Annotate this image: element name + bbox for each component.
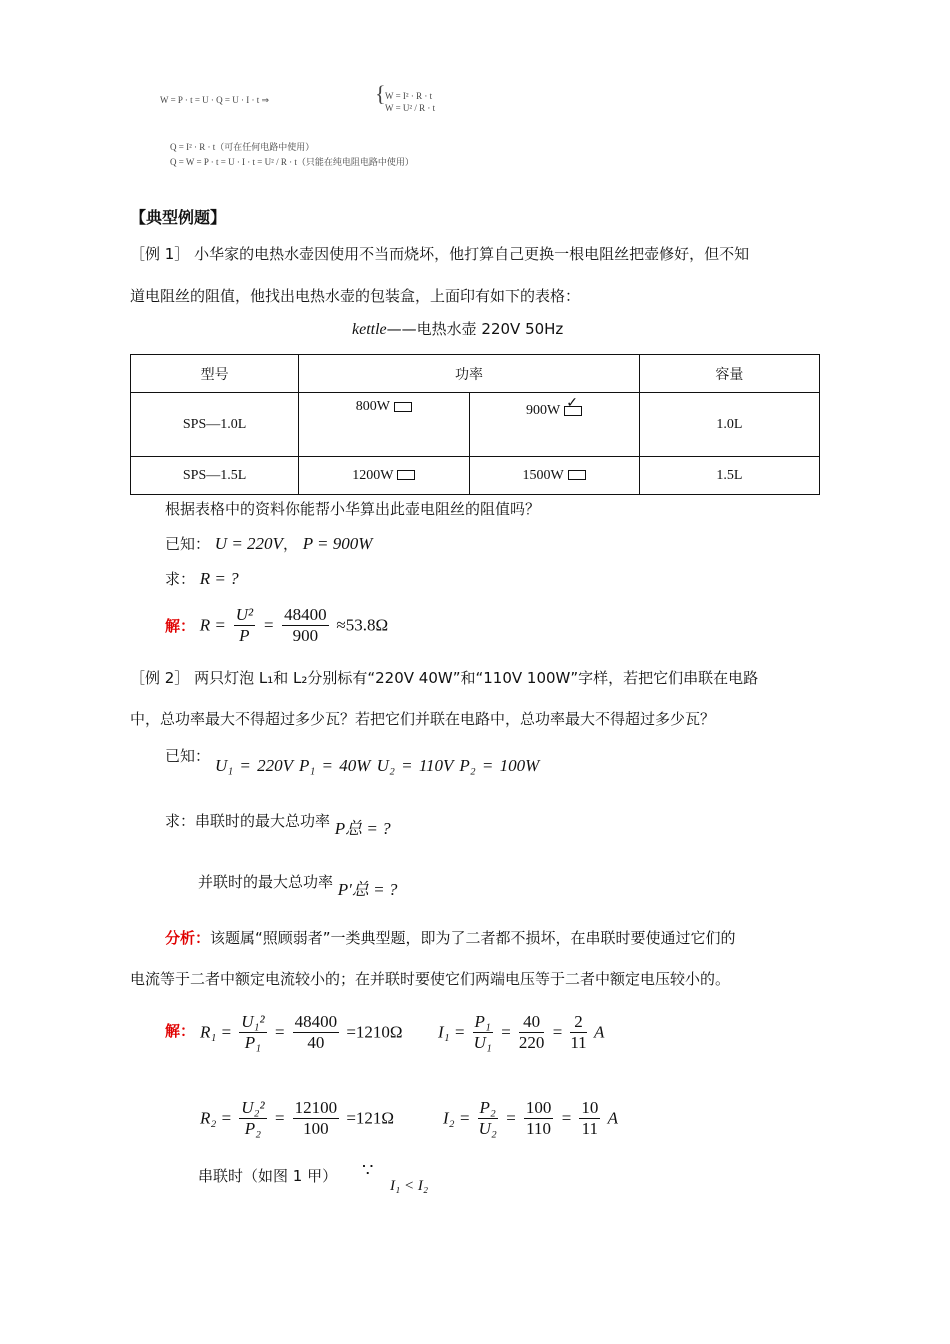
r1-d1: P₁	[244, 1033, 262, 1052]
sol-num2: 48400	[284, 605, 327, 624]
r1-d2: 40	[307, 1033, 325, 1052]
formula-brace-a: W = I² · R · t	[385, 91, 433, 101]
formula-brace-b: W = U² / R · t	[385, 103, 436, 113]
i2-frac2	[524, 1098, 554, 1139]
known-u: U = 220V	[214, 534, 283, 553]
i2-d1: U₂	[478, 1119, 497, 1138]
row1-power2	[469, 393, 639, 457]
i1-n1: P₁	[474, 1012, 491, 1031]
caption-kettle: kettle	[352, 321, 387, 338]
r2-frac2	[293, 1098, 340, 1139]
checkbox[interactable]	[397, 470, 415, 480]
r2-n1: U₂²	[241, 1098, 265, 1117]
known-sep: ，	[282, 535, 298, 553]
row1-p1-value: 800W	[355, 399, 390, 414]
solution-label: 解：	[165, 617, 196, 635]
find-r: R = ?	[199, 569, 239, 588]
analysis-text1: 该题属“照顾弱者”一类典型题，即为了二者都不损坏，在串联时要使通过它们的	[210, 929, 736, 947]
checkbox[interactable]	[568, 470, 586, 480]
table-row	[131, 393, 820, 457]
formula-energy: W = P · t = U · Q = U · I · t ⇒	[160, 95, 270, 105]
example1-find	[165, 568, 239, 589]
sol-den1: P	[239, 626, 250, 645]
row2-power2	[469, 457, 639, 495]
i2-d3: 11	[581, 1119, 598, 1138]
i1-frac2	[519, 1012, 545, 1053]
example1-solution	[165, 605, 388, 646]
i2-n2: 100	[525, 1098, 552, 1117]
row1-power1	[299, 393, 469, 457]
checkbox[interactable]	[394, 402, 412, 412]
eq-r2: R₂ = $\frac{\text{U₂²}}{\text{P₂}}$ = $\frac{12100}{100}$ =121Ω	[200, 1098, 395, 1138]
i2-lhs: I₂ =	[443, 1108, 471, 1128]
example2-known-values: U₁ = 220V P₁ = 40W U₂ = 110V P₂ = 100W	[215, 756, 540, 775]
i1-d2: 220	[518, 1033, 545, 1052]
i1-d3: 11	[570, 1033, 587, 1052]
row2-capacity: 1.5L	[639, 457, 819, 495]
find-series-symbol: P总 = ?	[334, 819, 391, 838]
example1-known	[165, 533, 372, 554]
table-header-row	[131, 355, 820, 393]
example1-question: 根据表格中的资料你能帮小华算出此壶电阻丝的阻值吗？	[165, 500, 541, 518]
sol-num1: U²	[235, 605, 254, 624]
i1-n2: 40	[519, 1012, 545, 1033]
section-title: 【典型例题】	[130, 208, 227, 227]
row2-p1-value: 1200W	[352, 467, 394, 483]
i2-unit: A	[607, 1108, 618, 1128]
example2-line2: 中，总功率最大不得超过多少瓦？若把它们并联在电路中，总功率最大不得超过多少瓦？	[130, 710, 716, 728]
header-model: 型号	[131, 355, 299, 393]
formula-heat-2: Q = W = P · t = U · I · t = U² / R · t（只能在纯电阻电路中使用）	[170, 157, 414, 167]
because-symbol: ∵	[362, 1160, 374, 1181]
analysis-label: 分析：	[165, 929, 211, 947]
r1-frac1	[239, 1012, 266, 1053]
row1-p2-value: 900W	[526, 403, 561, 418]
example1-line2: 道电阻丝的阻值，他找出电热水壶的包装盒，上面印有如下的表格：	[130, 287, 581, 305]
r2-n2: 12100	[294, 1098, 338, 1117]
example2-known-label: 已知：	[165, 747, 211, 765]
analysis-line1	[165, 927, 736, 948]
solution2-label: 解：	[165, 1022, 196, 1040]
analysis-line2: 电流等于二者中额定电流较小的；在并联时要使它们两端电压等于二者中额定电压较小的。	[130, 970, 731, 988]
example1-line1: ［例 1］ 小华家的电热水壶因使用不当而烧坏，他打算自己更换一根电阻丝把壶修好，但不知	[130, 245, 750, 263]
header-capacity: 容量	[639, 355, 819, 393]
header-power: 功率	[299, 355, 640, 393]
r2-frac1	[239, 1098, 266, 1139]
row1-capacity: 1.0L	[639, 393, 819, 457]
i1-unit: A	[593, 1022, 605, 1042]
formula-heat-1: Q = I² · R · t（可在任何电路中使用）	[170, 142, 315, 152]
known-label: 已知：	[165, 535, 211, 553]
r2-d2: 100	[303, 1119, 329, 1138]
i2-frac1	[478, 1098, 498, 1139]
r1-lhs: R₁ =	[200, 1022, 233, 1042]
eq-i1: I₁ = $\frac{\text{P₁}}{\text{U₁}}$ = $\frac{40}{220}$ = $\frac{2}{11}$ A	[438, 1012, 605, 1052]
sol-eq: =	[262, 615, 275, 635]
r1-n1: U₁²	[241, 1012, 265, 1031]
r2-d1: P₂	[244, 1119, 262, 1138]
formula-energy-brace: { W = I² · R · t W = U² / R · t	[375, 81, 436, 113]
find-series-label: 求：串联时的最大总功率	[165, 812, 331, 830]
sol-result: ≈53.8Ω	[336, 615, 389, 635]
sol-fraction-2	[282, 605, 329, 646]
row1-model: SPS—1.0L	[131, 393, 299, 457]
i1-n3: 2	[570, 1012, 586, 1033]
r1-frac2	[293, 1012, 340, 1053]
sol-den2: 900	[292, 626, 319, 645]
r2-result: =121Ω	[346, 1108, 395, 1128]
spec-table	[130, 354, 820, 495]
i1-frac3	[570, 1012, 586, 1053]
sol-r: R =	[199, 615, 226, 635]
i2-n3: 10	[581, 1098, 599, 1117]
example2-find-2	[198, 867, 398, 899]
example2-find-1	[165, 806, 391, 838]
eq-r1: R₁ = $\frac{\text{U₁²}}{\text{P₁}}$ = $\frac{48400}{40}$ =1210Ω	[200, 1012, 403, 1052]
row2-p2-value: 1500W	[522, 467, 564, 483]
table-row	[131, 457, 820, 495]
find-parallel-symbol: P′总 = ?	[337, 880, 398, 899]
find-parallel-label: 并联时的最大总功率	[198, 873, 334, 891]
row2-model: SPS—1.5L	[131, 457, 299, 495]
i1-d1: U₁	[473, 1033, 492, 1052]
i1-frac1	[473, 1012, 493, 1053]
table-caption	[352, 318, 563, 339]
i1-lhs: I₁ =	[438, 1022, 466, 1042]
series-label: 串联时（如图 1 甲）	[198, 1167, 338, 1185]
example2-line1: ［例 2］ 两只灯泡 L₁和 L₂分别标有“220V 40W”和“110V 100W”字样，若把它们串联在电路	[130, 669, 759, 687]
row2-power1	[299, 457, 469, 495]
checkbox-checked[interactable]: ✓	[564, 406, 582, 416]
r2-lhs: R₂ =	[200, 1108, 233, 1128]
i2-d2: 110	[526, 1119, 552, 1138]
r1-result: =1210Ω	[346, 1022, 403, 1042]
sol-fraction-1	[234, 605, 255, 646]
eq-i2: I₂ = $\frac{\text{P₂}}{\text{U₂}}$ = $\frac{100}{110}$ = $\frac{10}{11}$ A	[443, 1098, 618, 1138]
r1-n2: 48400	[294, 1012, 338, 1031]
i2-n1: P₂	[479, 1098, 496, 1117]
find-label: 求：	[165, 570, 196, 588]
current-comparison: I₁ < I₂	[390, 1178, 429, 1194]
i2-frac3	[579, 1098, 600, 1139]
known-p: P = 900W	[302, 534, 373, 553]
caption-rest: ——电热水壶 220V 50Hz	[386, 320, 564, 338]
